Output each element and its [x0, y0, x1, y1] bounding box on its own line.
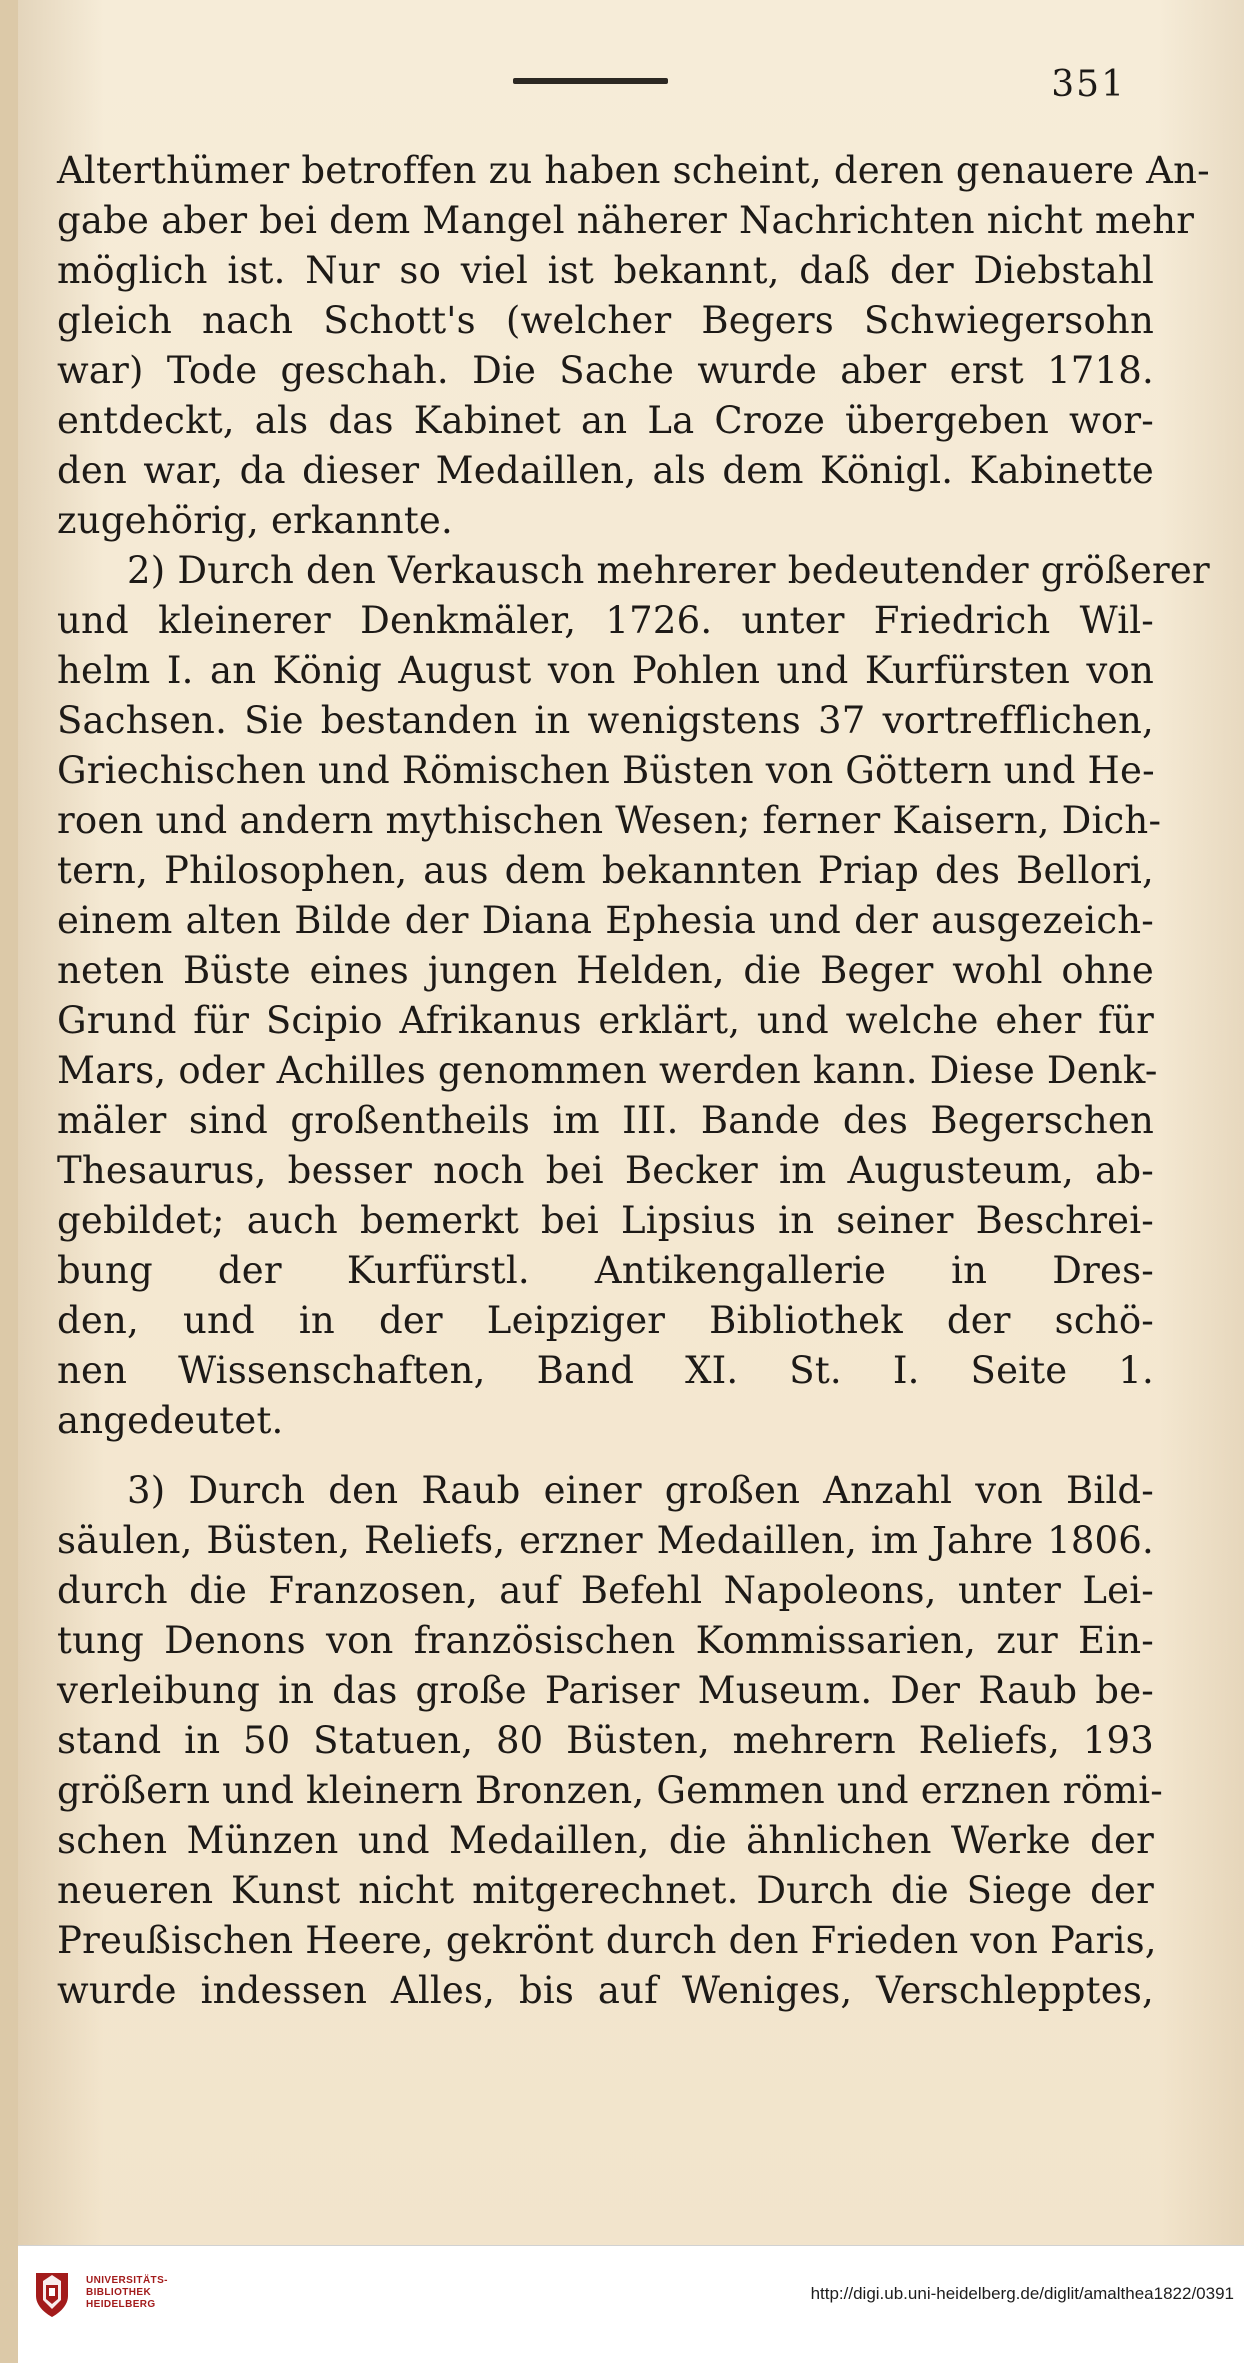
text-line: Mars, oder Achilles genommen werden kann. Diese Denk-	[57, 1049, 1158, 1092]
body-text	[57, 146, 1210, 2016]
library-name	[86, 2275, 168, 2311]
source-url[interactable]: http://digi.ub.uni-heidelberg.de/diglit/amalthea1822/0391	[810, 2284, 1234, 2303]
paragraph-3	[57, 1466, 1163, 2016]
university-seal-icon	[32, 2270, 72, 2320]
text-line: roen und andern mythischen Wesen; ferner Kaisern, Dich-	[57, 799, 1162, 842]
text-line: tung Denons von französischen Kommissarien, zur Ein-	[57, 1619, 1154, 1662]
text-line: gabe aber bei dem Mangel näherer Nachrichten nicht mehr	[57, 199, 1195, 242]
paragraph-2	[57, 546, 1210, 1446]
text-line: einem alten Bilde der Diana Ephesia und der ausgezeich-	[57, 899, 1154, 942]
text-line: verleibung in das große Pariser Museum. Der Raub be-	[57, 1669, 1154, 1712]
text-line: angedeutet.	[57, 1399, 284, 1442]
library-name-line: BIBLIOTHEK	[86, 2287, 152, 2298]
text-line: 3) Durch den Raub einer großen Anzahl von Bild-	[127, 1469, 1154, 1512]
text-line: entdeckt, als das Kabinet an La Croze übergeben wor-	[57, 399, 1154, 442]
text-line: möglich ist. Nur so viel ist bekannt, daß der Diebstahl	[57, 249, 1154, 292]
paragraph-1	[57, 146, 1210, 546]
text-line: durch die Franzosen, auf Befehl Napoleons, unter Lei-	[57, 1569, 1154, 1612]
header-rule	[513, 78, 668, 84]
text-line: Grund für Scipio Afrikanus erklärt, und welche eher für	[57, 999, 1154, 1042]
text-line: Sachsen. Sie bestanden in wenigstens 37 vortrefflichen,	[57, 699, 1154, 742]
text-line: gebildet; auch bemerkt bei Lipsius in seiner Beschrei-	[57, 1199, 1154, 1242]
text-line: war) Tode geschah. Die Sache wurde aber erst 1718.	[57, 349, 1154, 392]
text-line: tern, Philosophen, aus dem bekannten Priap des Bellori,	[57, 849, 1154, 892]
text-line: den war, da dieser Medaillen, als dem Königl. Kabinette	[57, 449, 1154, 492]
text-line: helm I. an König August von Pohlen und Kurfürsten von	[57, 649, 1154, 692]
viewer-footer	[18, 2245, 1244, 2363]
text-line: größern und kleinern Bronzen, Gemmen und erznen römi-	[57, 1769, 1163, 1812]
text-line: schen Münzen und Medaillen, die ähnlichen Werke der	[57, 1819, 1154, 1862]
text-line: zugehörig, erkannte.	[57, 499, 453, 542]
text-line: wurde indessen Alles, bis auf Weniges, Verschlepptes,	[57, 1969, 1154, 2012]
text-line: mäler sind großentheils im III. Bande des Begerschen	[57, 1099, 1154, 1142]
text-line: Preußischen Heere, gekrönt durch den Frieden von Paris,	[57, 1919, 1157, 1962]
text-line: und kleinerer Denkmäler, 1726. unter Friedrich Wil-	[57, 599, 1154, 642]
text-line: Thesaurus, besser noch bei Becker im Augusteum, ab-	[57, 1149, 1154, 1192]
library-name-line: UNIVERSITÄTS-	[86, 2275, 168, 2286]
text-line: 2) Durch den Verkausch mehrerer bedeutender größerer	[127, 549, 1210, 592]
page-number: 351	[1051, 64, 1126, 105]
text-line: säulen, Büsten, Reliefs, erzner Medaillen, im Jahre 1806.	[57, 1519, 1154, 1562]
text-line: Griechischen und Römischen Büsten von Göttern und He-	[57, 749, 1155, 792]
text-line: bung der Kurfürstl. Antikengallerie in Dres-	[57, 1249, 1154, 1292]
library-name-line: HEIDELBERG	[86, 2299, 156, 2310]
text-line: neten Büste eines jungen Helden, die Beger wohl ohne	[57, 949, 1154, 992]
text-line: gleich nach Schott's (welcher Begers Schwiegersohn	[57, 299, 1154, 342]
text-line: den, und in der Leipziger Bibliothek der schö-	[57, 1299, 1154, 1342]
text-line: Alterthümer betroffen zu haben scheint, deren genauere An-	[57, 149, 1210, 192]
text-line: nen Wissenschaften, Band XI. St. I. Seite 1.	[57, 1349, 1154, 1392]
text-line: neueren Kunst nicht mitgerechnet. Durch die Siege der	[57, 1869, 1154, 1912]
text-line: stand in 50 Statuen, 80 Büsten, mehrern Reliefs, 193	[57, 1719, 1154, 1762]
